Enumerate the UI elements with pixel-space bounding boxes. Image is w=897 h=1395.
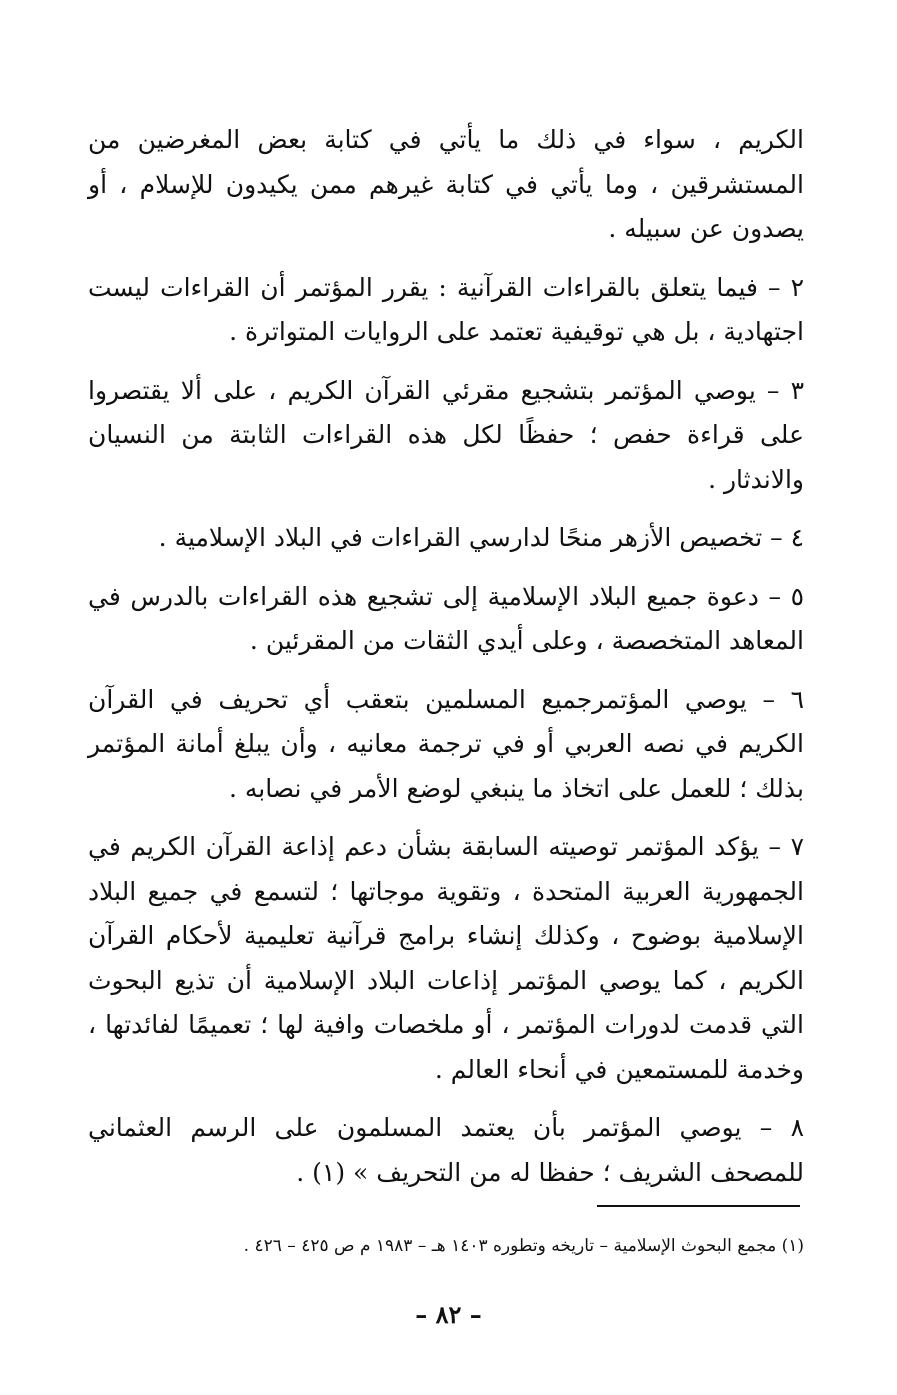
paragraph-item-5: ٥ – دعوة جميع البلاد الإسلامية إلى تشجيع هذه القراءات بالدرس في المعاهد المتخصصة ، وعلى أيدي الثقات من المقرئين . — [88, 581, 804, 655]
main-text — [88, 118, 804, 1209]
paragraph-item-4: ٤ – تخصيص الأزهر منحًا لدارسي القراءات في البلاد الإسلامية . — [158, 523, 804, 552]
paragraph-item-7: ٧ – يؤكد المؤتمر توصيته السابقة بشأن دعم إذاعة القرآن الكريم في الجمهورية العربية المتحدة ، وتقوية موجاتها ؛ لتسمع في جميع البلاد الإسلامية بوضوح ، وكذلك إنشاء برامج قرآنية تعليمية لأحكام القرآن الكريم ، كما يوصي المؤتمر إذاعات البلاد الإسلامية أن تذيع البحوث التي قدمت لدورات المؤتمر ، أو ملخصات وافية لها ؛ تعميمًا لفائدتها ، وخدمة للمستمعين في أنحاء العالم . — [88, 832, 805, 1084]
page-number: – ٨٢ – — [415, 1300, 482, 1329]
paragraph-item-6: ٦ – يوصي المؤتمرجميع المسلمين بتعقب أي تحريف في القرآن الكريم في نصه العربي أو في ترجمة معانيه ، وأن يبلغ أمانة المؤتمر بذلك ؛ للعمل على اتخاذ ما ينبغي لوضع الأمر في نصابه . — [88, 684, 804, 803]
paragraph-item-8: ٨ – يوصي المؤتمر بأن يعتمد المسلمون على الرسم العثماني للمصحف الشريف ؛ حفظا له من التحريف » (١) . — [88, 1113, 804, 1187]
footnote: (١) مجمع البحوث الإسلامية – تاريخه وتطوره ١٤٠٣ هـ – ١٩٨٣ م ص ٤٢٥ – ٤٢٦ . — [243, 1236, 804, 1256]
paragraph-item-3: ٣ – يوصي المؤتمر بتشجيع مقرئي القرآن الكريم ، على ألا يقتصروا على قراءة حفص ؛ حفظًا لكل هذه القراءات الثابتة من النسيان والاندثار . — [88, 375, 804, 494]
paragraph-item-2: ٢ – فيما يتعلق بالقراءات القرآنية : يقرر المؤتمر أن القراءات ليست اجتهادية ، بل هي توقيفية تعتمد على الروايات المتواترة . — [88, 272, 804, 346]
paragraph-continuation: الكريم ، سواء في ذلك ما يأتي في كتابة بعض المغرضين من المستشرقين ، وما يأتي في كتابة غيرهم ممن يكيدون للإسلام ، أو يصدون عن سبيله . — [88, 125, 804, 243]
footnote-divider — [597, 1205, 800, 1207]
